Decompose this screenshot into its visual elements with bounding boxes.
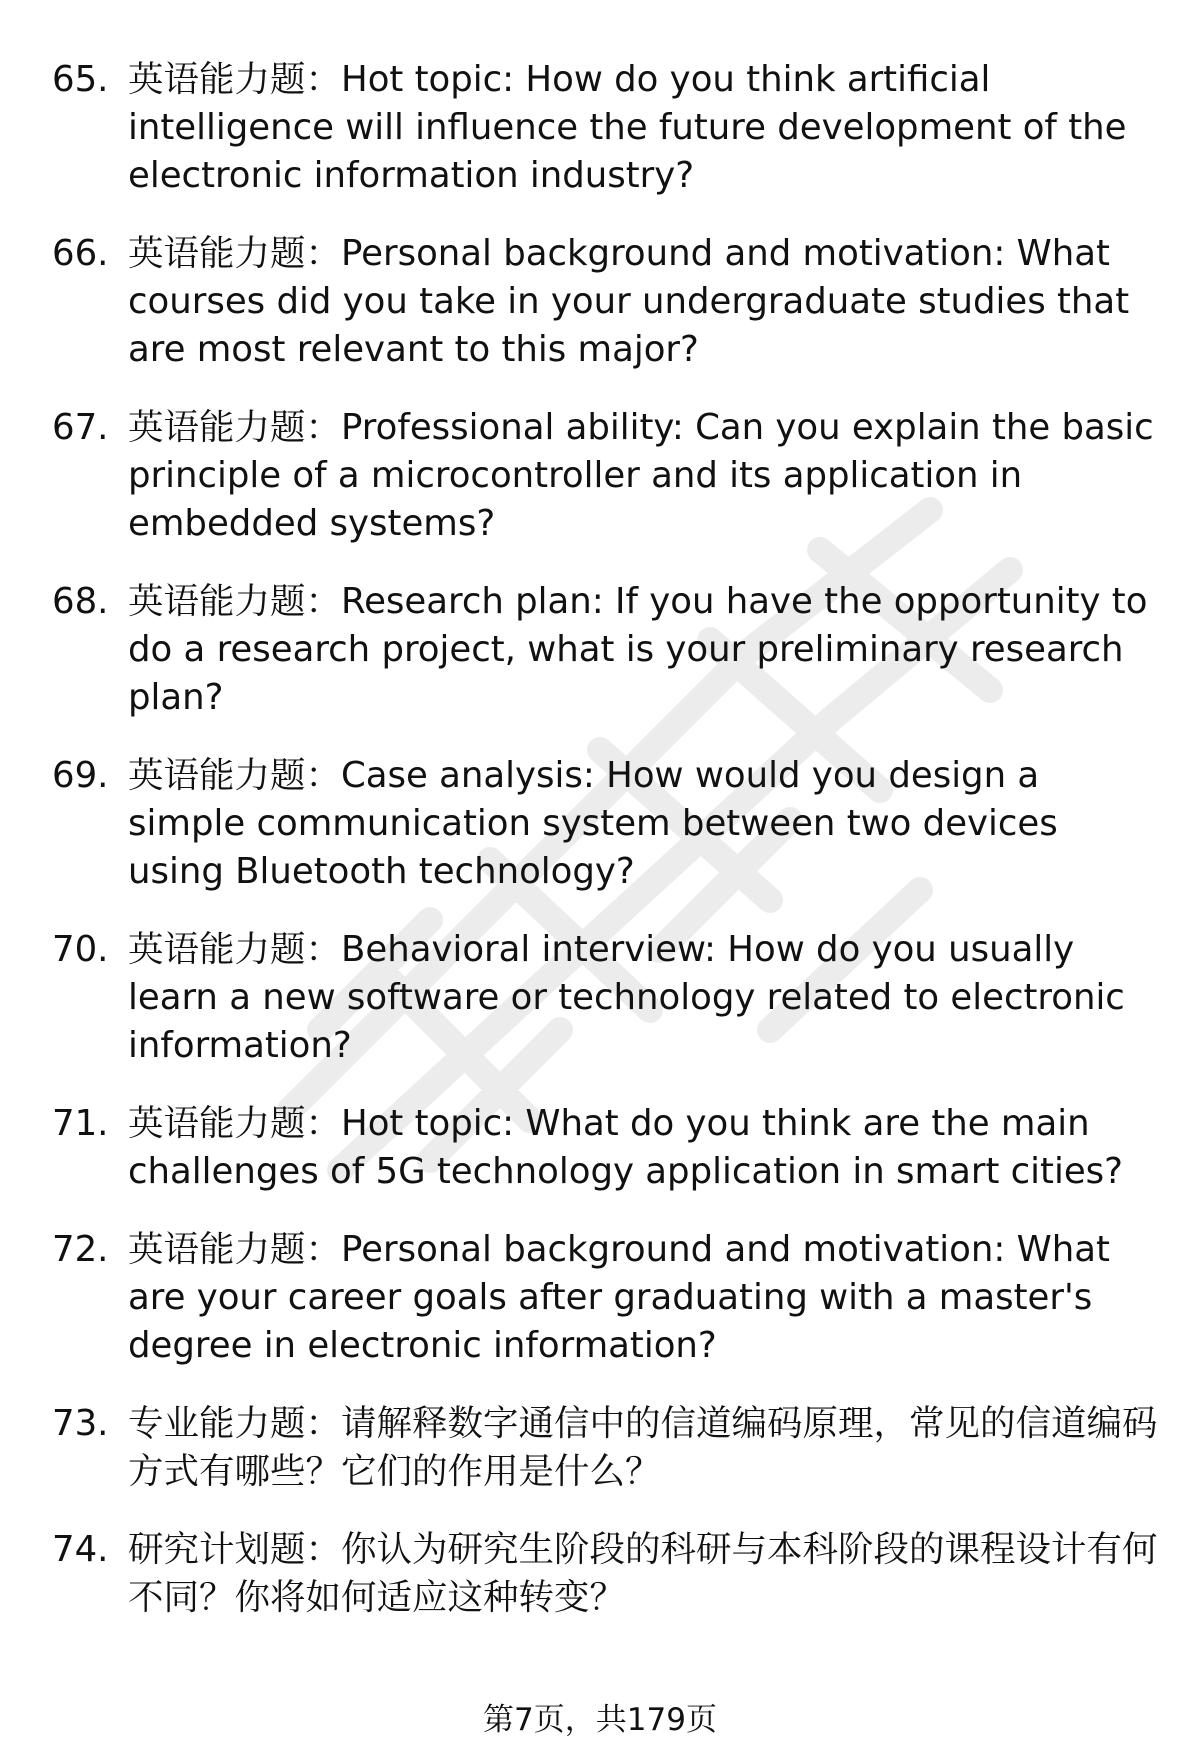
question-number: 73. <box>52 1403 109 1444</box>
question-item <box>0 404 1200 548</box>
question-item <box>0 56 1200 200</box>
question-number: 72. <box>52 1229 109 1270</box>
question-number: 67. <box>52 407 109 448</box>
question-text: 专业能力题：请解释数字通信中的信道编码原理，常见的信道编码方式有哪些？它们的作用是什么？ <box>128 1403 1158 1492</box>
question-number: 65. <box>52 59 109 100</box>
question-number: 66. <box>52 233 109 274</box>
question-text: 英语能力题：Research plan: If you have the opportunity to do a research project, what is your preliminary research plan? <box>128 581 1148 718</box>
question-number: 71. <box>52 1103 109 1144</box>
question-number: 69. <box>52 755 109 796</box>
question-item <box>0 1226 1200 1370</box>
question-item <box>0 752 1200 896</box>
question-item <box>0 578 1200 722</box>
question-text: 英语能力题：Professional ability: Can you explain the basic principle of a microcontroller and its application in embedded systems? <box>128 407 1154 544</box>
question-text: 英语能力题：Hot topic: What do you think are the main challenges of 5G technology application in smart cities? <box>128 1103 1124 1192</box>
question-text: 英语能力题：Hot topic: How do you think artificial intelligence will influence the future development of the electronic information industry? <box>128 59 1127 196</box>
question-item <box>0 926 1200 1070</box>
question-list <box>0 56 1200 1652</box>
question-number: 68. <box>52 581 109 622</box>
question-number: 70. <box>52 929 109 970</box>
question-item <box>0 1526 1200 1622</box>
question-item <box>0 1400 1200 1496</box>
question-text: 英语能力题：Behavioral interview: How do you usually learn a new software or technology related to electronic information? <box>128 929 1125 1066</box>
question-text: 英语能力题：Personal background and motivation: What are your career goals after graduating with a master's degree in electronic information? <box>128 1229 1110 1366</box>
question-text: 英语能力题：Case analysis: How would you design a simple communication system between two devices using Bluetooth technology? <box>128 755 1058 892</box>
page-footer: 第7页，共179页 <box>483 1702 717 1738</box>
question-item <box>0 230 1200 374</box>
question-item <box>0 1100 1200 1196</box>
question-text: 研究计划题：你认为研究生阶段的科研与本科阶段的课程设计有何不同？你将如何适应这种转变？ <box>128 1529 1158 1618</box>
question-text: 英语能力题：Personal background and motivation: What courses did you take in your undergraduate studies that are most relevant to this major? <box>128 233 1130 370</box>
question-number: 74. <box>52 1529 109 1570</box>
